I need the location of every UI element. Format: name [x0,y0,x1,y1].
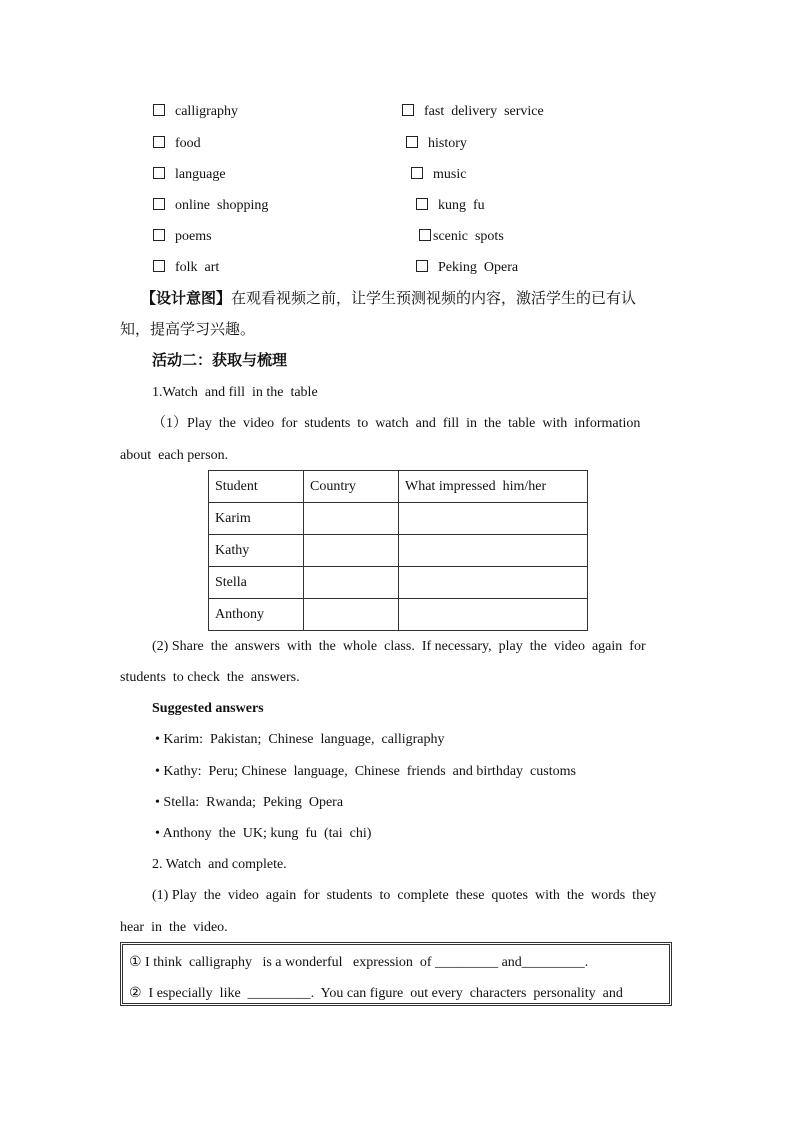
checkbox-label: poems [175,229,212,244]
suggested-answer-item: • Kathy: Peru; Chinese language, Chinese friends and birthday customs [155,764,576,779]
table-row [209,567,588,599]
checkbox-label: calligraphy [175,104,238,119]
table-header-cell: What impressed him/her [399,471,588,503]
info-table [208,470,588,631]
checkbox-icon[interactable] [153,198,165,210]
table-cell-impression[interactable] [399,599,588,631]
checkbox-item [416,197,485,215]
checkbox-icon[interactable] [416,198,428,210]
table-cell-country[interactable] [304,567,399,599]
checkbox-item [411,166,466,184]
checkbox-item [153,228,212,246]
table-cell-student: Stella [209,567,304,599]
suggested-answer-item: • Stella: Rwanda; Peking Opera [155,795,344,810]
table-cell-impression[interactable] [399,567,588,599]
checkbox-icon[interactable] [406,136,418,148]
table-cell-country[interactable] [304,599,399,631]
checkbox-item [153,197,268,215]
design-intent-line1 [141,290,636,308]
suggested-answers-title: Suggested answers [152,701,264,716]
table-cell-impression[interactable] [399,503,588,535]
table-row [209,503,588,535]
checkbox-icon[interactable] [153,104,165,116]
checkbox-item [153,135,201,153]
design-intent-line2: 知，提高学习兴趣。 [120,322,256,338]
table-cell-country[interactable] [304,535,399,567]
table-cell-student: Anthony [209,599,304,631]
checkbox-label: folk art [175,260,220,275]
table-row [209,535,588,567]
table-cell-student: Karim [209,503,304,535]
table-header-cell: Student [209,471,304,503]
task1-step1-line2: about each person. [120,448,229,463]
checkbox-label: food [175,136,201,151]
checkbox-label: kung fu [438,198,485,213]
checkbox-icon[interactable] [153,229,165,241]
activity-title: 活动二：获取与梳理 [152,353,288,369]
table-cell-country[interactable] [304,503,399,535]
step2-line2: students to check the answers. [120,670,300,685]
table-row [209,599,588,631]
table-header-row [209,471,588,503]
checkbox-icon[interactable] [416,260,428,272]
checkbox-icon[interactable] [411,167,423,179]
checkbox-label: online shopping [175,198,269,213]
task2-line2: hear in the video. [120,920,228,935]
task1-step1-line1: （1）Play the video for students to watch and fill in the table with information [152,416,641,431]
checkbox-item [406,135,467,153]
checkbox-item [153,259,219,277]
step2-line1: (2) Share the answers with the whole class. If necessary, play the video again for [152,639,646,654]
checkbox-item [419,228,504,246]
table-cell-impression[interactable] [399,535,588,567]
task2-line1: (1) Play the video again for students to complete these quotes with the words they [152,888,657,903]
checkbox-icon[interactable] [153,167,165,179]
checkbox-icon[interactable] [402,104,414,116]
checkbox-label: music [433,167,467,182]
checkbox-item [153,103,238,121]
checkbox-item [402,103,544,121]
table-header-cell: Country [304,471,399,503]
suggested-answer-item: • Anthony the UK; kung fu (tai chi) [155,826,372,841]
table-cell-student: Kathy [209,535,304,567]
design-intent-label: 【设计意图】 [141,291,232,307]
checkbox-label: scenic spots [433,229,504,244]
quote-line-2: ② I especially like _________. You can figure out every characters personality and [129,986,623,1001]
checkbox-icon[interactable] [153,136,165,148]
design-intent-text: 在观看视频之前，让学生预测视频的内容，激活学生的已有认 [231,291,637,307]
quote-line-1: ① I think calligraphy is a wonderful expression of _________ and_________. [129,955,589,970]
checkbox-label: language [175,167,226,182]
checkbox-icon[interactable] [153,260,165,272]
checkbox-item [416,259,518,277]
checkbox-label: Peking Opera [438,260,519,275]
checkbox-label: fast delivery service [424,104,544,119]
checkbox-item [153,166,226,184]
checkbox-label: history [428,136,467,151]
quote-box [120,942,672,1006]
checkbox-icon[interactable] [419,229,431,241]
task2-title: 2. Watch and complete. [152,857,287,872]
suggested-answer-item: • Karim: Pakistan; Chinese language, calligraphy [155,732,445,747]
task1-title: 1.Watch and fill in the table [152,385,318,400]
